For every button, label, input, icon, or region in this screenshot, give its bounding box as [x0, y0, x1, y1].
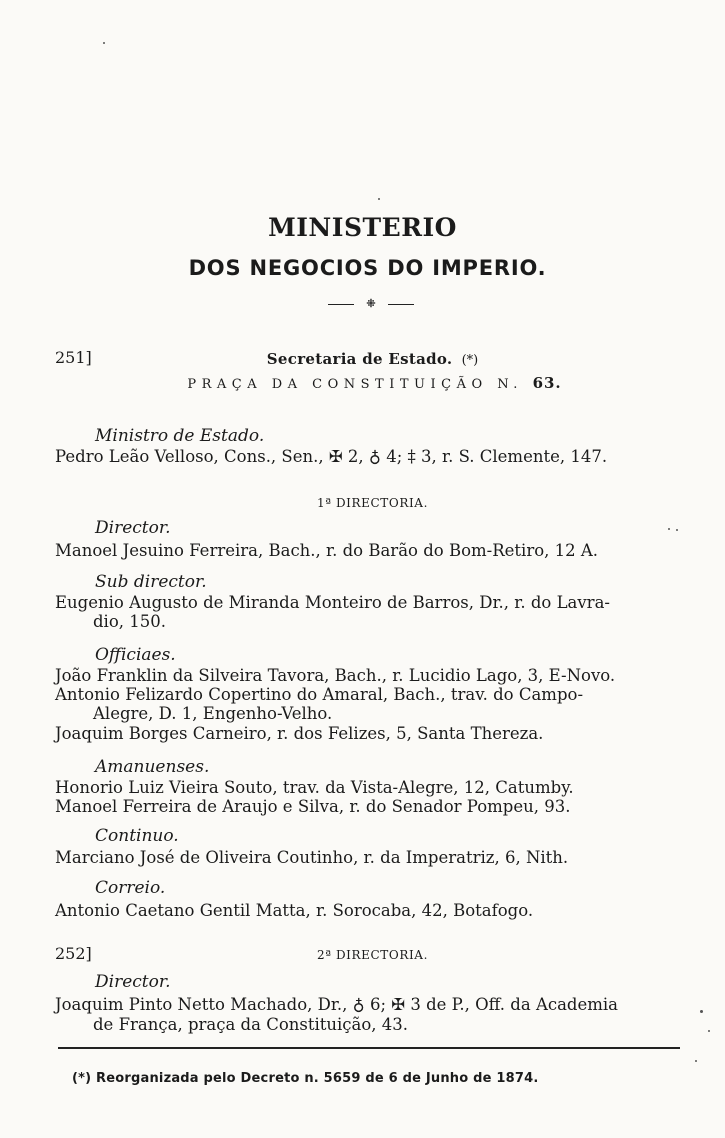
entry-line: Eugenio Augusto de Miranda Monteiro de Barros, Dr., r. do Lavra-: [55, 593, 610, 612]
entry-line: Manoel Ferreira de Araujo e Silva, r. do Senador Pompeu, 93.: [55, 797, 571, 816]
paper-speck: [668, 528, 670, 530]
address-line: [12, 374, 725, 392]
entry-line: Pedro Leão Velloso, Cons., Sen., ✠ 2, ♁ 4; ‡ 3, r. S. Clemente, 147.: [55, 447, 608, 466]
paper-speck: [103, 42, 105, 44]
section-number: 252]: [55, 944, 92, 963]
footnote-rule: [58, 1047, 680, 1049]
entry-line: Antonio Caetano Gentil Matta, r. Sorocaba, 42, Botafogo.: [55, 901, 534, 920]
footnote: (*) Reorganizada pelo Decreto n. 5659 de 6 de Junho de 1874.: [72, 1071, 539, 1086]
paper-speck: [700, 1010, 703, 1013]
section-title: Secretaria de Estado.: [266, 350, 453, 368]
page-title: MINISTERIO: [268, 213, 457, 242]
entry-line: Honorio Luiz Vieira Souto, trav. da Vista-Alegre, 12, Catumby.: [55, 778, 574, 797]
entry-line: dio, 150.: [93, 612, 167, 631]
page-subtitle: DOS NEGOCIOS DO IMPERIO.: [188, 256, 547, 280]
paper-speck: [676, 529, 678, 531]
role-label: Continuo.: [95, 826, 179, 846]
role-label: Correio.: [95, 878, 166, 898]
role-label: Director.: [95, 518, 171, 538]
entry-line: Joaquim Borges Carneiro, r. dos Felizes, 5, Santa Thereza.: [55, 724, 544, 743]
entry-line: Antonio Felizardo Copertino do Amaral, Bach., trav. do Campo-: [55, 685, 584, 704]
paper-speck: [378, 198, 380, 200]
entry-line: João Franklin da Silveira Tavora, Bach., r. Lucidio Lago, 3, E-Novo.: [55, 666, 616, 685]
entry-line: Manoel Jesuino Ferreira, Bach., r. do Barão do Bom-Retiro, 12 A.: [55, 541, 599, 560]
entry-line: Marciano José de Oliveira Coutinho, r. da Imperatriz, 6, Nith.: [55, 848, 569, 867]
address-text: PRAÇA DA CONSTITUIÇÃO N.: [187, 377, 523, 392]
role-label: Sub director.: [95, 572, 207, 592]
role-label: Ministro de Estado.: [95, 426, 265, 446]
directoria-label: 1ª DIRECTORIA.: [317, 496, 428, 510]
paper-speck: [695, 1060, 697, 1062]
paper-speck: [708, 1030, 710, 1032]
footnote-mark: (*): [461, 353, 479, 368]
directoria-label: 2ª DIRECTORIA.: [317, 948, 428, 962]
address-number: 63.: [532, 374, 562, 392]
role-label: Director.: [95, 972, 171, 992]
entry-line: Joaquim Pinto Netto Machado, Dr., ♁ 6; ✠ 3 de P., Off. da Academia: [55, 995, 619, 1014]
section-heading: [10, 349, 725, 368]
role-label: Officiaes.: [95, 645, 176, 665]
section-number: 251]: [55, 348, 92, 367]
ornament-divider: ⁜: [328, 298, 414, 310]
entry-line: Alegre, D. 1, Engenho-Velho.: [93, 704, 333, 723]
role-label: Amanuenses.: [95, 757, 210, 777]
entry-line: de França, praça da Constituição, 43.: [93, 1015, 409, 1034]
